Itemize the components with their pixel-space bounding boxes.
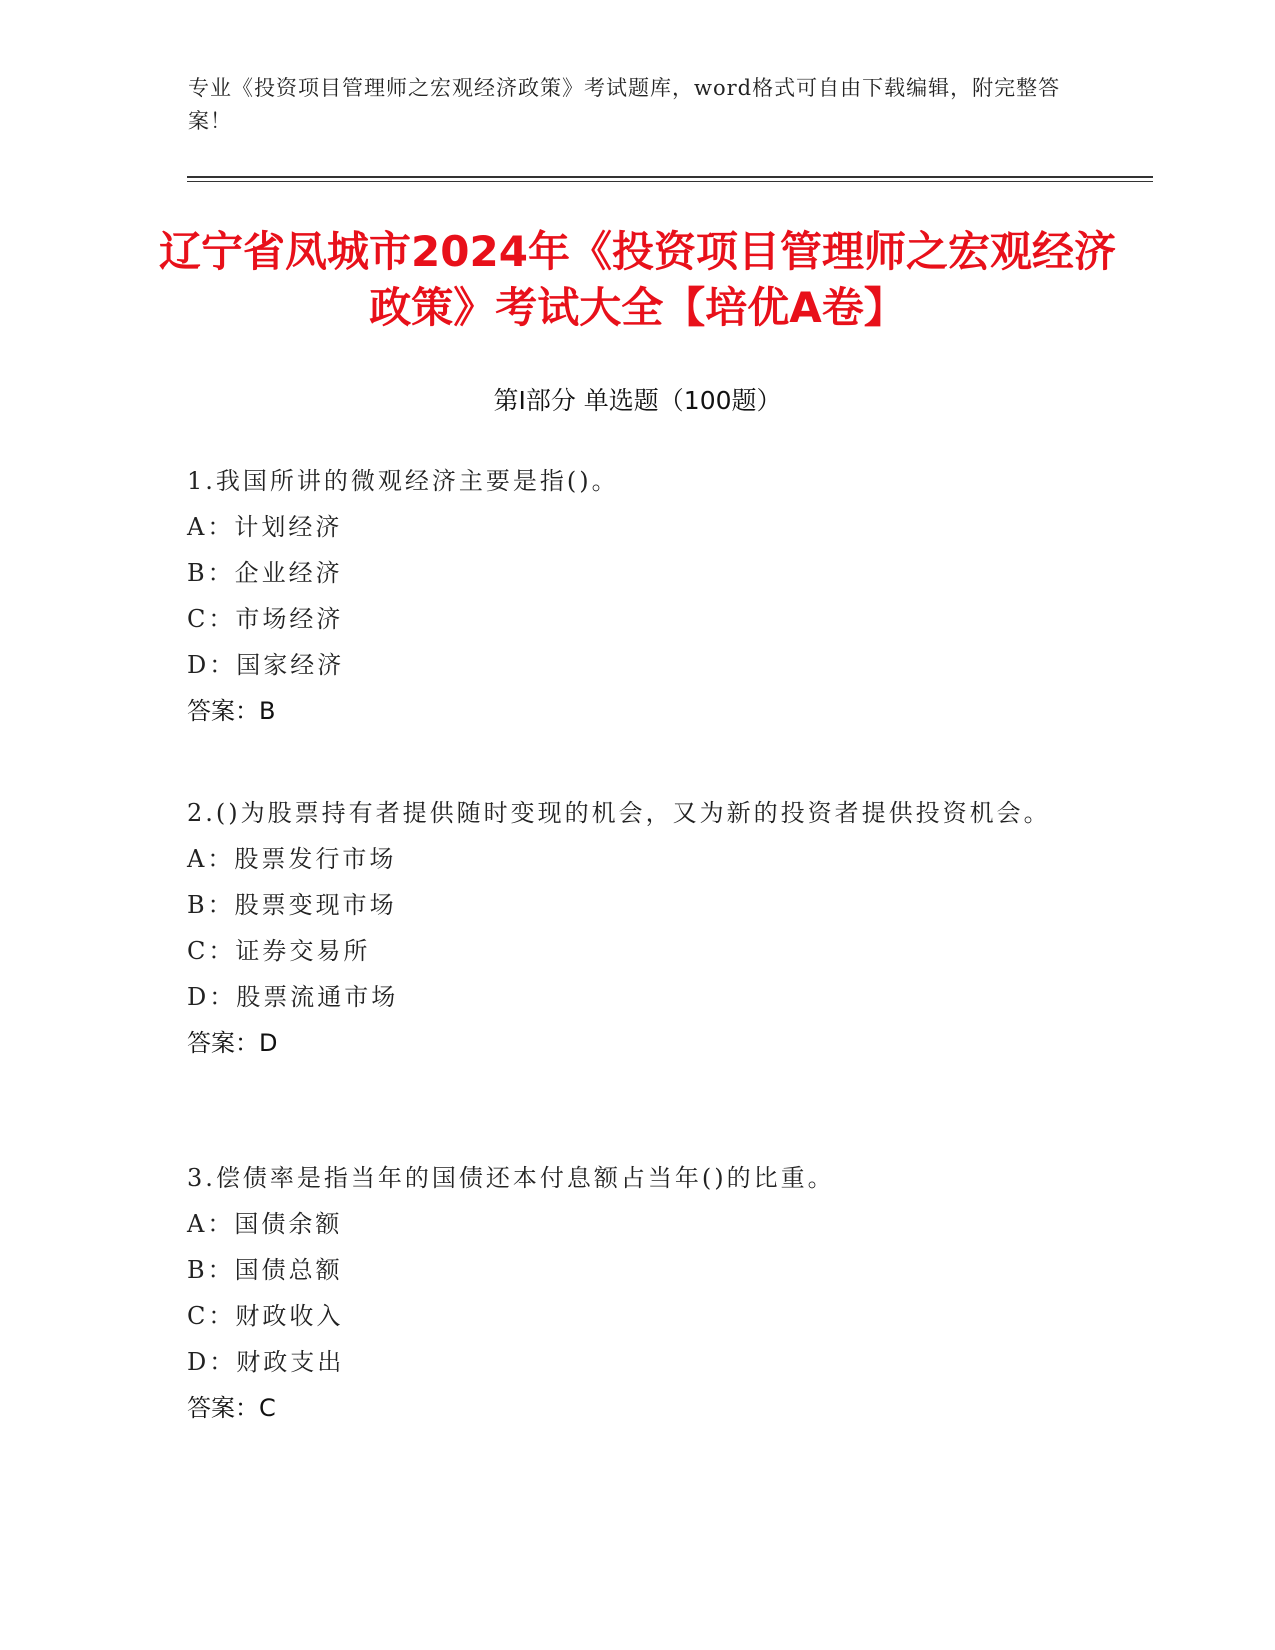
header-divider-thick — [187, 176, 1153, 178]
question-stem: 2.()为股票持有者提供随时变现的机会，又为新的投资者提供投资机会。 — [187, 799, 1051, 827]
question-stem: 3.偿债率是指当年的国债还本付息额占当年()的比重。 — [187, 1164, 835, 1192]
question-2 — [187, 790, 1067, 1066]
option-c: C：市场经济 — [187, 605, 344, 633]
option-c: C：财政收入 — [187, 1302, 344, 1330]
option-d: D：股票流通市场 — [187, 983, 399, 1011]
header-note: 专业《投资项目管理师之宏观经济政策》考试题库，word格式可自由下载编辑，附完整答案！ — [188, 76, 1061, 133]
option-a: A：股票发行市场 — [187, 845, 397, 873]
option-b: B：企业经济 — [187, 559, 343, 587]
header-divider-thin — [187, 181, 1153, 182]
question-stem: 1.我国所讲的微观经济主要是指()。 — [187, 467, 619, 495]
option-d: D：财政支出 — [187, 1348, 345, 1376]
option-b: B：国债总额 — [187, 1256, 343, 1284]
option-b: B：股票变现市场 — [187, 891, 397, 919]
answer: 答案：C — [187, 1394, 276, 1422]
document-title: 辽宁省凤城市2024年《投资项目管理师之宏观经济政策》考试大全【培优A卷】 — [159, 227, 1116, 332]
section-title: 第Ⅰ部分 单选题（100题） — [493, 386, 782, 415]
option-d: D：国家经济 — [187, 651, 345, 679]
option-a: A：计划经济 — [187, 513, 343, 541]
option-c: C：证券交易所 — [187, 937, 371, 965]
answer: 答案：D — [187, 1029, 278, 1057]
answer: 答案：B — [187, 697, 276, 725]
option-a: A：国债余额 — [187, 1210, 343, 1238]
question-1 — [187, 458, 1067, 734]
question-3 — [187, 1155, 1067, 1431]
